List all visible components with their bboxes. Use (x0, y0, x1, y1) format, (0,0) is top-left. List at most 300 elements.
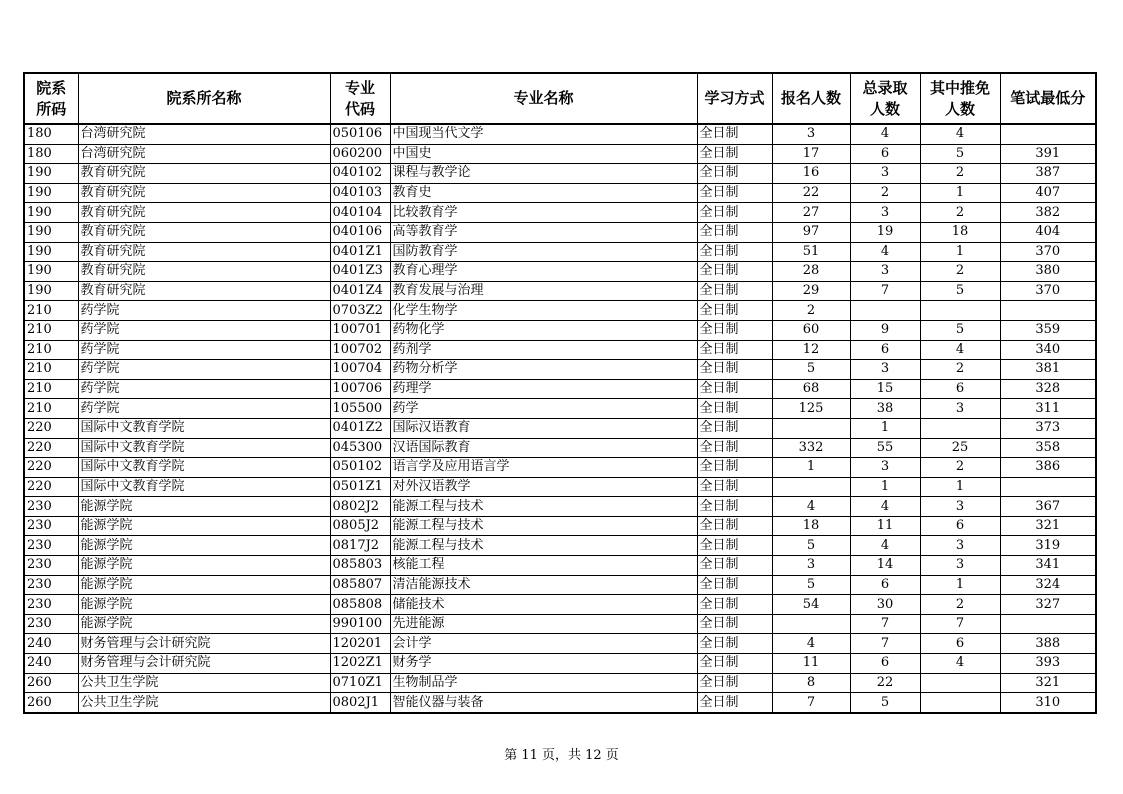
cell-min-score: 324 (1000, 575, 1096, 595)
cell-total-admitted: 14 (850, 556, 920, 576)
cell-recommended: 5 (920, 320, 1000, 340)
cell-recommended (920, 301, 1000, 321)
cell-min-score: 370 (1000, 281, 1096, 301)
cell-major-code: 0401Z4 (330, 281, 390, 301)
cell-min-score: 358 (1000, 438, 1096, 458)
cell-min-score: 370 (1000, 242, 1096, 262)
table-row (24, 516, 1096, 536)
cell-study-mode: 全日制 (697, 124, 772, 144)
cell-major-name: 中国史 (390, 144, 697, 164)
cell-major-name: 能源工程与技术 (390, 497, 697, 517)
cell-recommended: 18 (920, 222, 1000, 242)
cell-major-name: 智能仪器与装备 (390, 693, 697, 713)
header-study-mode: 学习方式 (697, 73, 772, 124)
cell-applicants: 28 (772, 262, 850, 282)
cell-dept-name: 药学院 (78, 379, 330, 399)
cell-dept-name: 能源学院 (78, 516, 330, 536)
cell-recommended: 1 (920, 575, 1000, 595)
cell-study-mode: 全日制 (697, 360, 772, 380)
cell-study-mode: 全日制 (697, 418, 772, 438)
cell-min-score: 387 (1000, 164, 1096, 184)
cell-recommended (920, 673, 1000, 693)
cell-total-admitted: 22 (850, 673, 920, 693)
cell-dept-code: 230 (24, 536, 78, 556)
cell-major-code: 085803 (330, 556, 390, 576)
cell-total-admitted: 5 (850, 693, 920, 713)
cell-major-name: 储能技术 (390, 595, 697, 615)
cell-major-name: 药理学 (390, 379, 697, 399)
cell-study-mode: 全日制 (697, 262, 772, 282)
cell-major-code: 100704 (330, 360, 390, 380)
cell-applicants: 29 (772, 281, 850, 301)
cell-dept-code: 210 (24, 301, 78, 321)
cell-recommended: 6 (920, 516, 1000, 536)
header-applicants: 报名人数 (772, 73, 850, 124)
header-min-score: 笔试最低分 (1000, 73, 1096, 124)
cell-applicants (772, 477, 850, 497)
cell-dept-name: 能源学院 (78, 556, 330, 576)
cell-dept-code: 210 (24, 320, 78, 340)
cell-major-name: 教育发展与治理 (390, 281, 697, 301)
cell-total-admitted: 2 (850, 183, 920, 203)
cell-study-mode: 全日制 (697, 477, 772, 497)
cell-applicants: 17 (772, 144, 850, 164)
cell-major-name: 能源工程与技术 (390, 536, 697, 556)
cell-dept-name: 能源学院 (78, 595, 330, 615)
cell-applicants: 5 (772, 536, 850, 556)
cell-recommended: 2 (920, 458, 1000, 478)
cell-dept-name: 财务管理与会计研究院 (78, 634, 330, 654)
cell-min-score (1000, 477, 1096, 497)
header-recommended: 其中推免 人数 (920, 73, 1000, 124)
cell-study-mode: 全日制 (697, 536, 772, 556)
cell-total-admitted: 4 (850, 124, 920, 144)
cell-min-score: 321 (1000, 673, 1096, 693)
cell-dept-code: 210 (24, 379, 78, 399)
cell-total-admitted: 3 (850, 360, 920, 380)
cell-study-mode: 全日制 (697, 556, 772, 576)
cell-dept-code: 230 (24, 497, 78, 517)
cell-total-admitted: 3 (850, 262, 920, 282)
cell-dept-name: 财务管理与会计研究院 (78, 654, 330, 674)
cell-study-mode: 全日制 (697, 575, 772, 595)
cell-dept-name: 能源学院 (78, 536, 330, 556)
table-row (24, 183, 1096, 203)
cell-recommended: 5 (920, 281, 1000, 301)
cell-dept-code: 180 (24, 124, 78, 144)
table-row (24, 320, 1096, 340)
table-row (24, 634, 1096, 654)
table-row (24, 477, 1096, 497)
cell-min-score: 319 (1000, 536, 1096, 556)
cell-dept-code: 260 (24, 693, 78, 713)
table-row (24, 379, 1096, 399)
cell-dept-code: 190 (24, 164, 78, 184)
cell-total-admitted: 15 (850, 379, 920, 399)
cell-total-admitted: 7 (850, 634, 920, 654)
cell-dept-name: 能源学院 (78, 614, 330, 634)
cell-min-score: 311 (1000, 399, 1096, 419)
cell-study-mode: 全日制 (697, 183, 772, 203)
cell-major-code: 100706 (330, 379, 390, 399)
cell-total-admitted: 55 (850, 438, 920, 458)
cell-study-mode: 全日制 (697, 379, 772, 399)
cell-dept-code: 210 (24, 399, 78, 419)
cell-recommended: 3 (920, 556, 1000, 576)
cell-min-score: 359 (1000, 320, 1096, 340)
cell-dept-name: 国际中文教育学院 (78, 418, 330, 438)
cell-recommended: 7 (920, 614, 1000, 634)
cell-dept-name: 药学院 (78, 399, 330, 419)
cell-dept-code: 240 (24, 634, 78, 654)
table-row (24, 340, 1096, 360)
cell-min-score: 407 (1000, 183, 1096, 203)
cell-total-admitted: 4 (850, 536, 920, 556)
cell-dept-code: 230 (24, 516, 78, 536)
cell-min-score: 382 (1000, 203, 1096, 223)
cell-major-code: 040104 (330, 203, 390, 223)
cell-major-name: 化学生物学 (390, 301, 697, 321)
cell-total-admitted: 30 (850, 595, 920, 615)
table-row (24, 673, 1096, 693)
cell-applicants: 60 (772, 320, 850, 340)
cell-dept-code: 190 (24, 203, 78, 223)
cell-study-mode: 全日制 (697, 222, 772, 242)
cell-major-code: 040106 (330, 222, 390, 242)
cell-study-mode: 全日制 (697, 281, 772, 301)
cell-applicants: 51 (772, 242, 850, 262)
cell-total-admitted: 6 (850, 654, 920, 674)
table-row (24, 556, 1096, 576)
cell-dept-code: 220 (24, 418, 78, 438)
cell-dept-name: 国际中文教育学院 (78, 477, 330, 497)
table-row (24, 399, 1096, 419)
cell-dept-name: 能源学院 (78, 497, 330, 517)
header-major-name: 专业名称 (390, 73, 697, 124)
cell-total-admitted: 3 (850, 164, 920, 184)
cell-recommended: 6 (920, 379, 1000, 399)
cell-recommended: 3 (920, 497, 1000, 517)
cell-study-mode: 全日制 (697, 203, 772, 223)
cell-total-admitted (850, 301, 920, 321)
cell-study-mode: 全日制 (697, 673, 772, 693)
cell-dept-name: 能源学院 (78, 575, 330, 595)
cell-dept-name: 教育研究院 (78, 183, 330, 203)
cell-dept-name: 药学院 (78, 340, 330, 360)
cell-major-code: 0703Z2 (330, 301, 390, 321)
cell-recommended: 4 (920, 340, 1000, 360)
table-row (24, 262, 1096, 282)
table-row (24, 438, 1096, 458)
cell-recommended: 1 (920, 477, 1000, 497)
cell-total-admitted: 3 (850, 458, 920, 478)
table-row (24, 575, 1096, 595)
cell-min-score: 327 (1000, 595, 1096, 615)
cell-study-mode: 全日制 (697, 164, 772, 184)
cell-major-name: 能源工程与技术 (390, 516, 697, 536)
cell-major-code: 0802J1 (330, 693, 390, 713)
cell-min-score: 310 (1000, 693, 1096, 713)
cell-major-code: 100702 (330, 340, 390, 360)
cell-min-score (1000, 124, 1096, 144)
cell-applicants: 54 (772, 595, 850, 615)
cell-recommended: 2 (920, 203, 1000, 223)
cell-recommended: 3 (920, 399, 1000, 419)
cell-study-mode: 全日制 (697, 595, 772, 615)
table-row (24, 614, 1096, 634)
table-row (24, 124, 1096, 144)
cell-major-code: 085807 (330, 575, 390, 595)
cell-major-name: 教育史 (390, 183, 697, 203)
table-body (24, 124, 1096, 713)
cell-dept-name: 教育研究院 (78, 222, 330, 242)
cell-min-score: 393 (1000, 654, 1096, 674)
cell-major-code: 0817J2 (330, 536, 390, 556)
cell-dept-code: 230 (24, 595, 78, 615)
cell-dept-name: 药学院 (78, 320, 330, 340)
cell-major-code: 050102 (330, 458, 390, 478)
cell-total-admitted: 4 (850, 497, 920, 517)
cell-applicants: 22 (772, 183, 850, 203)
cell-dept-code: 190 (24, 242, 78, 262)
table-row (24, 418, 1096, 438)
cell-major-name: 高等教育学 (390, 222, 697, 242)
cell-major-code: 990100 (330, 614, 390, 634)
cell-recommended: 2 (920, 164, 1000, 184)
cell-major-name: 财务学 (390, 654, 697, 674)
header-dept-code: 院系 所码 (24, 73, 78, 124)
cell-major-code: 040102 (330, 164, 390, 184)
admission-table (23, 72, 1097, 714)
cell-applicants: 5 (772, 360, 850, 380)
cell-applicants: 332 (772, 438, 850, 458)
cell-dept-code: 210 (24, 360, 78, 380)
cell-dept-name: 公共卫生学院 (78, 693, 330, 713)
cell-major-name: 课程与教学论 (390, 164, 697, 184)
cell-major-code: 120201 (330, 634, 390, 654)
cell-min-score: 391 (1000, 144, 1096, 164)
cell-recommended: 2 (920, 360, 1000, 380)
cell-recommended: 1 (920, 242, 1000, 262)
cell-dept-code: 230 (24, 556, 78, 576)
cell-min-score: 388 (1000, 634, 1096, 654)
cell-major-name: 教育心理学 (390, 262, 697, 282)
cell-min-score: 381 (1000, 360, 1096, 380)
cell-applicants: 18 (772, 516, 850, 536)
cell-dept-name: 台湾研究院 (78, 144, 330, 164)
cell-major-code: 0710Z1 (330, 673, 390, 693)
cell-total-admitted: 7 (850, 614, 920, 634)
cell-major-code: 0401Z1 (330, 242, 390, 262)
table-row (24, 281, 1096, 301)
cell-major-code: 085808 (330, 595, 390, 615)
cell-study-mode: 全日制 (697, 399, 772, 419)
cell-major-name: 药剂学 (390, 340, 697, 360)
cell-recommended: 2 (920, 262, 1000, 282)
cell-study-mode: 全日制 (697, 301, 772, 321)
table-header-row (24, 73, 1096, 124)
cell-min-score: 386 (1000, 458, 1096, 478)
cell-applicants (772, 614, 850, 634)
cell-min-score: 328 (1000, 379, 1096, 399)
cell-major-name: 国际汉语教育 (390, 418, 697, 438)
cell-min-score: 404 (1000, 222, 1096, 242)
cell-major-code: 1202Z1 (330, 654, 390, 674)
cell-dept-name: 国际中文教育学院 (78, 438, 330, 458)
table-row (24, 164, 1096, 184)
cell-total-admitted: 6 (850, 144, 920, 164)
cell-dept-code: 190 (24, 281, 78, 301)
table-row (24, 458, 1096, 478)
cell-major-name: 生物制品学 (390, 673, 697, 693)
cell-study-mode: 全日制 (697, 654, 772, 674)
cell-major-code: 050106 (330, 124, 390, 144)
cell-applicants (772, 418, 850, 438)
cell-dept-name: 台湾研究院 (78, 124, 330, 144)
table-row (24, 144, 1096, 164)
cell-applicants: 8 (772, 673, 850, 693)
cell-recommended: 25 (920, 438, 1000, 458)
table-row (24, 536, 1096, 556)
table-row (24, 222, 1096, 242)
cell-major-name: 药学 (390, 399, 697, 419)
cell-applicants: 12 (772, 340, 850, 360)
cell-study-mode: 全日制 (697, 242, 772, 262)
cell-study-mode: 全日制 (697, 516, 772, 536)
table-row (24, 203, 1096, 223)
cell-major-code: 0802J2 (330, 497, 390, 517)
cell-major-name: 药物分析学 (390, 360, 697, 380)
cell-applicants: 11 (772, 654, 850, 674)
table-row (24, 654, 1096, 674)
cell-total-admitted: 6 (850, 575, 920, 595)
cell-applicants: 16 (772, 164, 850, 184)
cell-recommended: 4 (920, 654, 1000, 674)
cell-total-admitted: 9 (850, 320, 920, 340)
cell-dept-name: 教育研究院 (78, 164, 330, 184)
table-row (24, 301, 1096, 321)
cell-applicants: 2 (772, 301, 850, 321)
cell-dept-code: 230 (24, 614, 78, 634)
cell-study-mode: 全日制 (697, 458, 772, 478)
cell-major-name: 先进能源 (390, 614, 697, 634)
cell-study-mode: 全日制 (697, 497, 772, 517)
cell-major-name: 中国现当代文学 (390, 124, 697, 144)
cell-total-admitted: 19 (850, 222, 920, 242)
cell-dept-name: 药学院 (78, 301, 330, 321)
cell-dept-name: 教育研究院 (78, 281, 330, 301)
cell-recommended: 6 (920, 634, 1000, 654)
cell-dept-code: 210 (24, 340, 78, 360)
cell-major-name: 会计学 (390, 634, 697, 654)
cell-major-code: 105500 (330, 399, 390, 419)
cell-total-admitted: 38 (850, 399, 920, 419)
cell-dept-name: 国际中文教育学院 (78, 458, 330, 478)
cell-major-name: 汉语国际教育 (390, 438, 697, 458)
cell-dept-code: 230 (24, 575, 78, 595)
cell-major-code: 060200 (330, 144, 390, 164)
cell-applicants: 7 (772, 693, 850, 713)
cell-dept-code: 190 (24, 262, 78, 282)
table-row (24, 693, 1096, 713)
cell-major-name: 语言学及应用语言学 (390, 458, 697, 478)
cell-major-code: 045300 (330, 438, 390, 458)
cell-applicants: 97 (772, 222, 850, 242)
cell-total-admitted: 11 (850, 516, 920, 536)
header-major-code: 专业 代码 (330, 73, 390, 124)
cell-dept-name: 教育研究院 (78, 203, 330, 223)
cell-dept-code: 220 (24, 477, 78, 497)
cell-applicants: 125 (772, 399, 850, 419)
cell-dept-name: 教育研究院 (78, 242, 330, 262)
cell-min-score: 321 (1000, 516, 1096, 536)
cell-major-code: 0805J2 (330, 516, 390, 536)
cell-total-admitted: 4 (850, 242, 920, 262)
cell-min-score: 340 (1000, 340, 1096, 360)
cell-recommended: 5 (920, 144, 1000, 164)
cell-total-admitted: 3 (850, 203, 920, 223)
cell-major-code: 0401Z3 (330, 262, 390, 282)
cell-recommended (920, 418, 1000, 438)
cell-study-mode: 全日制 (697, 320, 772, 340)
cell-recommended: 2 (920, 595, 1000, 615)
cell-study-mode: 全日制 (697, 438, 772, 458)
table-row (24, 595, 1096, 615)
cell-dept-code: 260 (24, 673, 78, 693)
cell-applicants: 5 (772, 575, 850, 595)
cell-min-score: 380 (1000, 262, 1096, 282)
cell-total-admitted: 1 (850, 477, 920, 497)
header-dept-name: 院系所名称 (78, 73, 330, 124)
cell-applicants: 3 (772, 556, 850, 576)
cell-applicants: 4 (772, 634, 850, 654)
cell-major-code: 040103 (330, 183, 390, 203)
cell-recommended: 4 (920, 124, 1000, 144)
cell-recommended: 1 (920, 183, 1000, 203)
cell-dept-name: 教育研究院 (78, 262, 330, 282)
page-footer: 第 11 页，共 12 页 (504, 748, 619, 763)
cell-major-name: 核能工程 (390, 556, 697, 576)
cell-dept-code: 190 (24, 222, 78, 242)
cell-major-name: 比较教育学 (390, 203, 697, 223)
cell-min-score (1000, 614, 1096, 634)
cell-major-name: 对外汉语教学 (390, 477, 697, 497)
cell-study-mode: 全日制 (697, 693, 772, 713)
cell-recommended: 3 (920, 536, 1000, 556)
table-row (24, 360, 1096, 380)
cell-recommended (920, 693, 1000, 713)
cell-major-code: 0401Z2 (330, 418, 390, 438)
cell-applicants: 1 (772, 458, 850, 478)
header-total-admitted: 总录取 人数 (850, 73, 920, 124)
cell-dept-code: 220 (24, 438, 78, 458)
cell-study-mode: 全日制 (697, 144, 772, 164)
cell-major-name: 国防教育学 (390, 242, 697, 262)
cell-min-score: 341 (1000, 556, 1096, 576)
cell-study-mode: 全日制 (697, 634, 772, 654)
cell-applicants: 68 (772, 379, 850, 399)
cell-dept-code: 190 (24, 183, 78, 203)
cell-major-code: 100701 (330, 320, 390, 340)
cell-applicants: 27 (772, 203, 850, 223)
cell-study-mode: 全日制 (697, 340, 772, 360)
cell-applicants: 3 (772, 124, 850, 144)
cell-dept-code: 220 (24, 458, 78, 478)
cell-dept-name: 公共卫生学院 (78, 673, 330, 693)
cell-total-admitted: 7 (850, 281, 920, 301)
cell-dept-code: 240 (24, 654, 78, 674)
cell-dept-name: 药学院 (78, 360, 330, 380)
